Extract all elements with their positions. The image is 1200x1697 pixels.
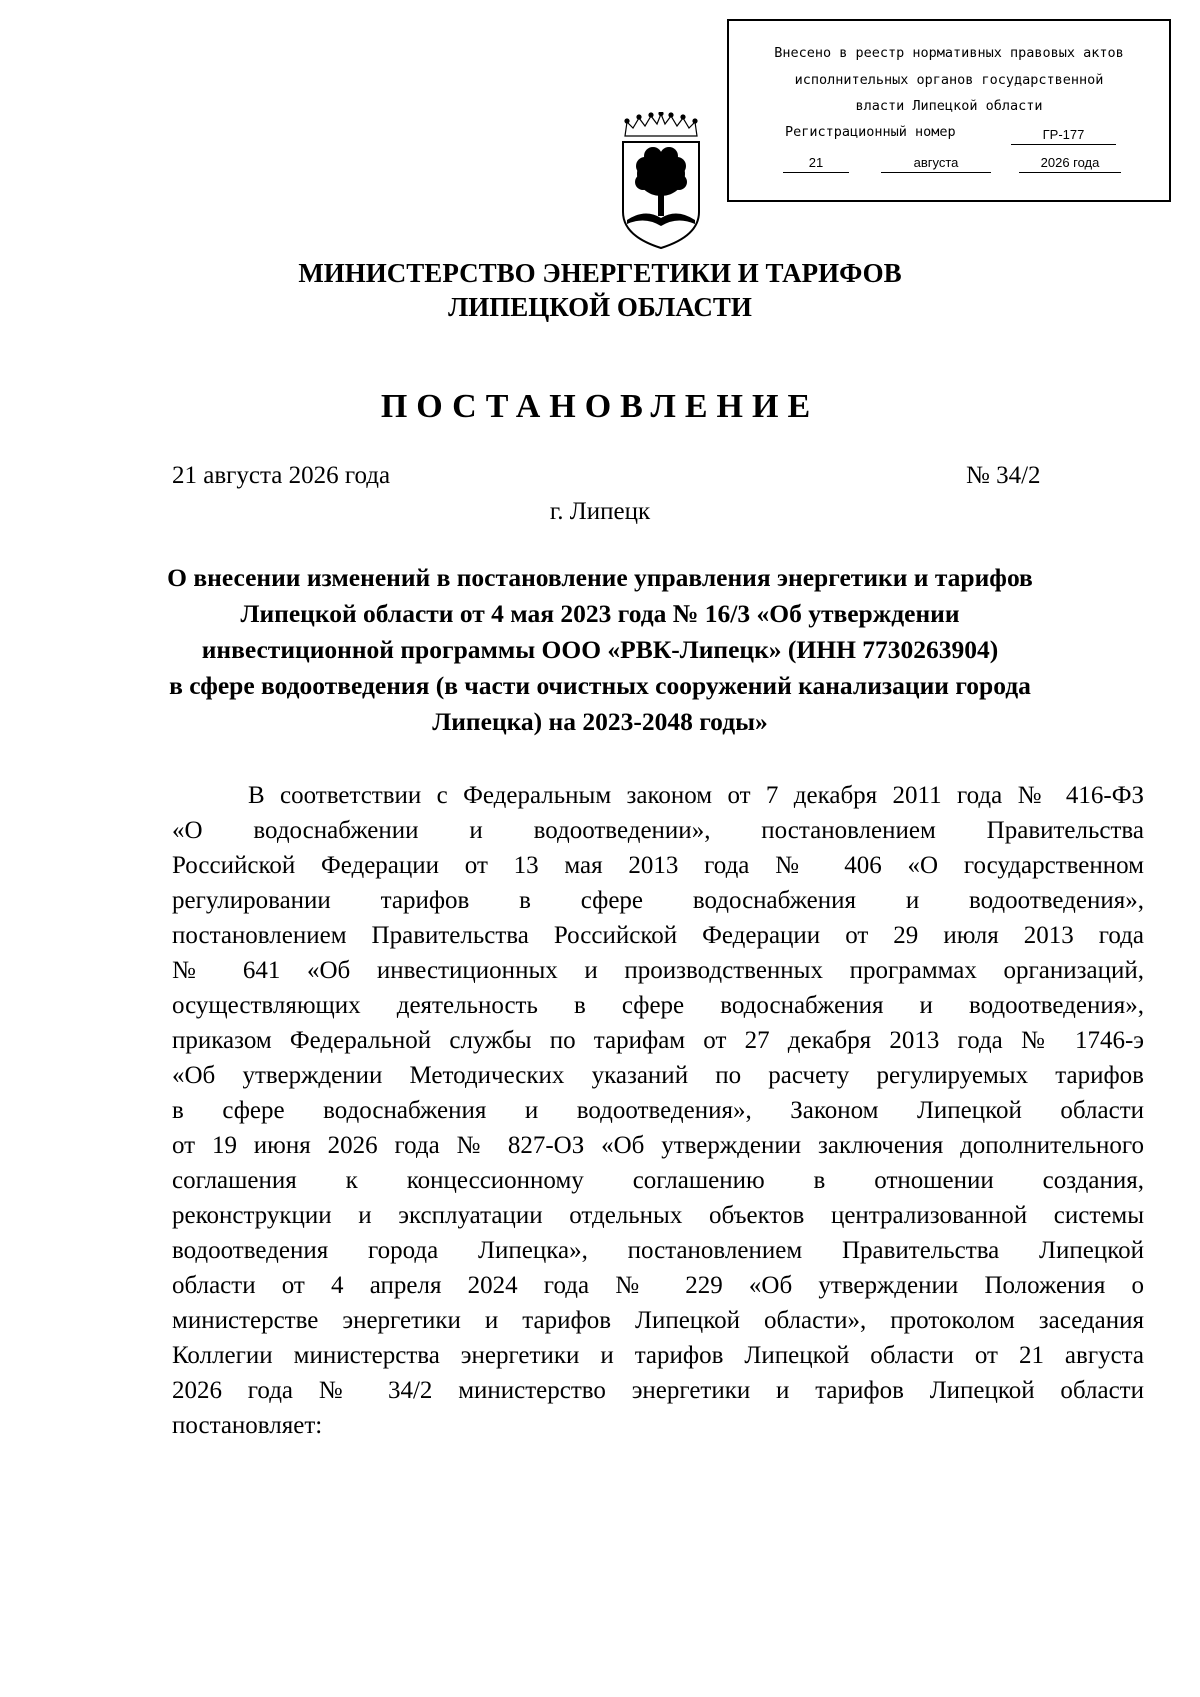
body-line: приказом Федеральной службы по тарифам от 27 декабря 2013 года № 1746-э <box>172 1027 1144 1054</box>
subject-line: в сфере водоотведения (в части очистных сооружений канализации города <box>169 671 1031 700</box>
body-line: В соответствии с Федеральным законом от 7 декабря 2011 года № 416-ФЗ <box>248 782 1144 809</box>
body-line: «О водоснабжении и водоотведении», постановлением Правительства <box>172 817 1144 844</box>
body-line: от 19 июня 2026 года № 827-ОЗ «Об утверждении заключения дополнительного <box>172 1132 1144 1159</box>
registration-stamp <box>727 19 1171 202</box>
body-line: соглашения к концессионному соглашению в отношении создания, <box>172 1167 1144 1194</box>
document-city: г. Липецк <box>549 498 651 525</box>
body-line: водоотведения города Липецка», постановлением Правительства Липецкой <box>172 1237 1144 1264</box>
body-line: в сфере водоснабжения и водоотведения», Законом Липецкой области <box>172 1097 1144 1124</box>
ministry-name-line-2: ЛИПЕЦКОЙ ОБЛАСТИ <box>448 292 752 322</box>
stamp-month: августа <box>881 154 991 173</box>
subject-line: Липецка) на 2023-2048 годы» <box>432 707 768 736</box>
stamp-line-3: власти Липецкой области <box>855 98 1043 114</box>
registration-number: ГР-177 <box>1011 126 1116 145</box>
body-line: 2026 года № 34/2 министерство энергетики и тарифов Липецкой области <box>172 1377 1144 1404</box>
stamp-line-2: исполнительных органов государственной <box>794 72 1104 88</box>
registration-number-label: Регистрационный номер <box>785 124 956 140</box>
body-line: министерстве энергетики и тарифов Липецкой области», протоколом заседания <box>172 1307 1144 1334</box>
stamp-day: 21 <box>783 154 849 173</box>
document-number: № 34/2 <box>966 462 1041 489</box>
stamp-year: 2026 года <box>1019 154 1121 173</box>
body-line: постановляет: <box>172 1412 323 1439</box>
subject-line: Липецкой области от 4 мая 2023 года № 16/3 «Об утверждении <box>240 599 960 628</box>
document-type: ПОСТАНОВЛЕНИЕ <box>380 388 820 425</box>
subject-line: инвестиционной программы ООО «РВК-Липецк» (ИНН 7730263904) <box>201 635 999 664</box>
body-line: реконструкции и эксплуатации отдельных объектов централизованной системы <box>172 1202 1144 1229</box>
lipetsk-coat-of-arms-icon <box>619 112 703 252</box>
body-line: «Об утверждении Методических указаний по расчету регулируемых тарифов <box>172 1062 1144 1089</box>
body-line: осуществляющих деятельность в сфере водоснабжения и водоотведения», <box>172 992 1144 1019</box>
body-line: Российской Федерации от 13 мая 2013 года № 406 «О государственном <box>172 852 1144 879</box>
body-line: регулировании тарифов в сфере водоснабжения и водоотведения», <box>172 887 1144 914</box>
subject-line: О внесении изменений в постановление управления энергетики и тарифов <box>167 563 1033 592</box>
ministry-name-line-1: МИНИСТЕРСТВО ЭНЕРГЕТИКИ И ТАРИФОВ <box>298 258 902 288</box>
body-line: Коллегии министерства энергетики и тарифов Липецкой области от 21 августа <box>172 1342 1144 1369</box>
body-line: постановлением Правительства Российской Федерации от 29 июля 2013 года <box>172 922 1144 949</box>
body-line: № 641 «Об инвестиционных и производственных программах организаций, <box>172 957 1144 984</box>
document-date: 21 августа 2026 года <box>172 462 391 489</box>
body-line: области от 4 апреля 2024 года № 229 «Об утверждении Положения о <box>172 1272 1144 1299</box>
stamp-line-1: Внесено в реестр нормативных правовых актов <box>774 45 1124 61</box>
